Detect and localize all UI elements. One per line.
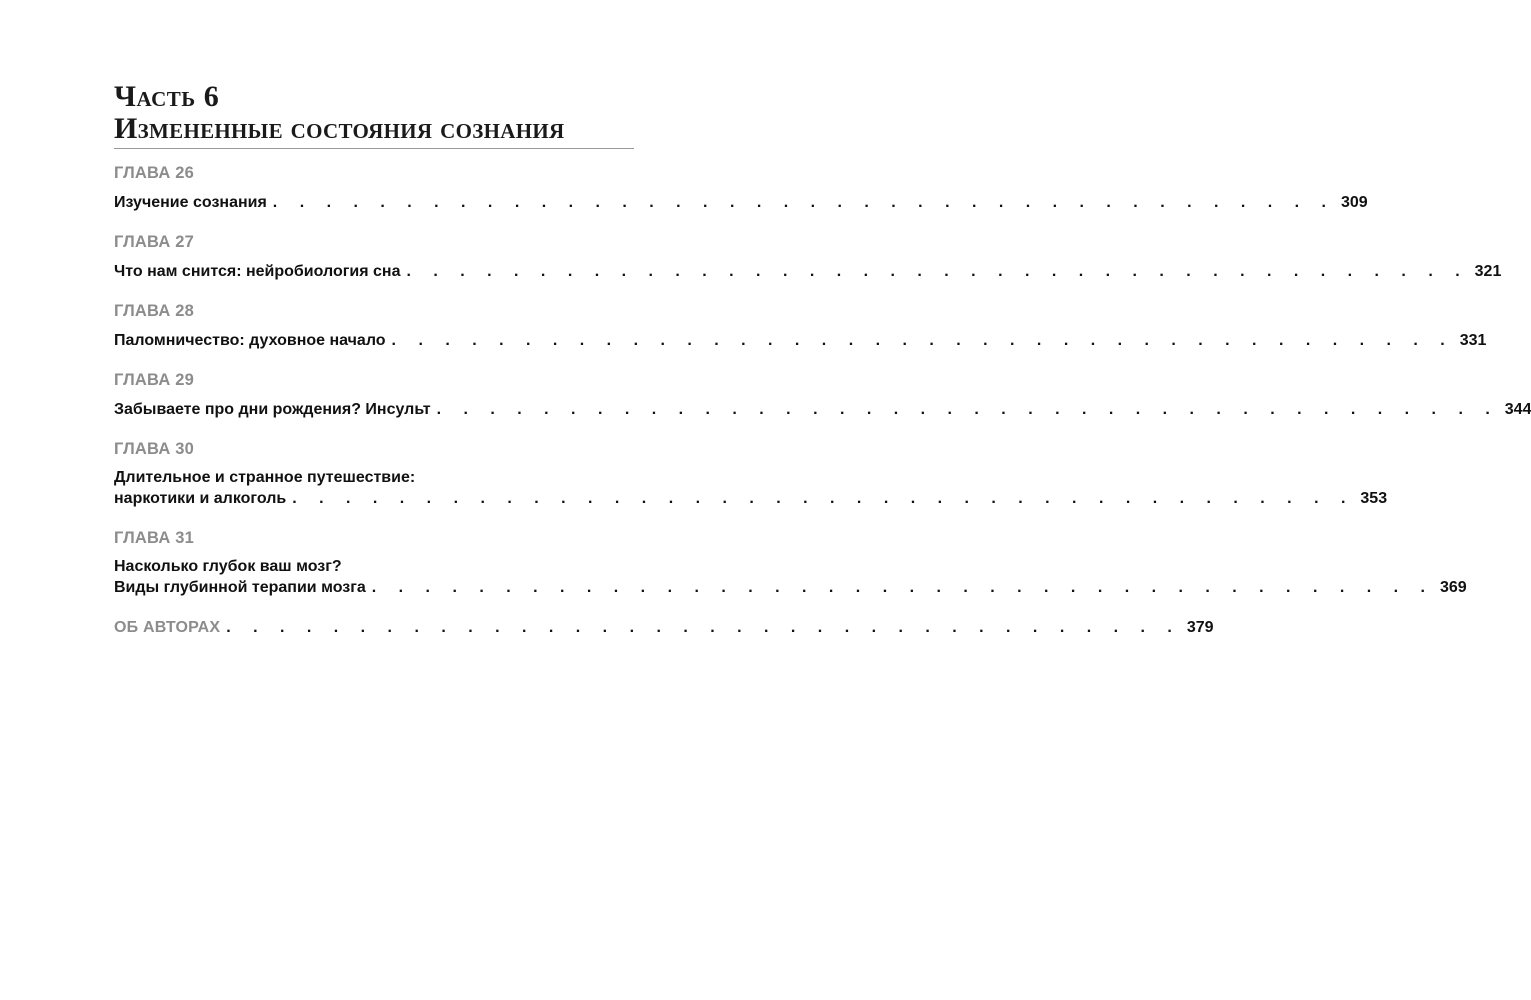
toc-chapter (114, 528, 1467, 599)
chapter-title: Что нам снится: нейробиология сна (114, 263, 401, 280)
chapter-title-line: Длительное и странное путешествие: (114, 469, 416, 486)
toc-entry[interactable] (114, 488, 1388, 510)
chapter-title: Паломничество: духовное начало (114, 332, 386, 349)
dot-leader: . . . . . . . . . . . . . . . . . . . . . . . . . . . . . . . . . . . . . . . . (371, 579, 1434, 596)
chapter-label: ГЛАВА 30 (114, 440, 194, 458)
chapter-page-number: 321 (1474, 263, 1502, 280)
chapter-title: Изучение сознания (114, 194, 267, 211)
chapter-label: ГЛАВА 26 (114, 164, 194, 182)
chapter-page-number: 309 (1340, 194, 1368, 211)
toc-chapter (114, 301, 1487, 352)
toc-entry[interactable] (114, 192, 1368, 214)
part-label: Часть 6 (114, 80, 220, 113)
about-authors-page-number: 379 (1186, 619, 1214, 636)
header-rule (114, 148, 634, 149)
toc-entry[interactable] (114, 399, 1531, 421)
dot-leader: . . . . . . . . . . . . . . . . . . . . . . . . . . . . . . . . . . . . . . . . (406, 263, 1469, 280)
chapter-page-number: 344 (1504, 401, 1531, 418)
chapter-title: Виды глубинной терапии мозга (114, 579, 366, 596)
chapter-page-number: 353 (1360, 490, 1388, 507)
chapter-title: Забываете про дни рождения? Инсульт (114, 401, 431, 418)
chapter-title: наркотики и алкоголь (114, 490, 287, 507)
chapter-label: ГЛАВА 27 (114, 233, 194, 251)
toc-page (114, 78, 1531, 639)
chapter-list (114, 163, 1531, 599)
toc-chapter (114, 439, 1388, 510)
dot-leader: . . . . . . . . . . . . . . . . . . . . . . . . . . . . . . . . . . . . (226, 619, 1181, 636)
toc-chapter (114, 163, 1368, 214)
toc-entry-about-authors[interactable] (114, 617, 1214, 639)
toc-chapter (114, 232, 1502, 283)
chapter-label: ГЛАВА 31 (114, 529, 194, 547)
about-authors-title: ОБ АВТОРАХ (114, 619, 221, 636)
chapter-label: ГЛАВА 29 (114, 371, 194, 389)
dot-leader: . . . . . . . . . . . . . . . . . . . . . . . . . . . . . . . . . . . . . . . . (292, 490, 1355, 507)
toc-entry[interactable] (114, 577, 1467, 599)
chapter-title-line: Насколько глубок ваш мозг? (114, 558, 342, 575)
dot-leader: . . . . . . . . . . . . . . . . . . . . . . . . . . . . . . . . . . . . . . . . (391, 332, 1454, 349)
toc-entry[interactable] (114, 330, 1487, 352)
dot-leader: . . . . . . . . . . . . . . . . . . . . . . . . . . . . . . . . . . . . . . . . (272, 194, 1335, 211)
chapter-label: ГЛАВА 28 (114, 302, 194, 320)
dot-leader: . . . . . . . . . . . . . . . . . . . . . . . . . . . . . . . . . . . . . . . . (436, 401, 1499, 418)
chapter-page-number: 331 (1459, 332, 1487, 349)
part-title: Измененные состояния сознания (114, 112, 565, 145)
chapter-page-number: 369 (1439, 579, 1467, 596)
toc-chapter (114, 370, 1531, 421)
toc-entry[interactable] (114, 261, 1502, 283)
